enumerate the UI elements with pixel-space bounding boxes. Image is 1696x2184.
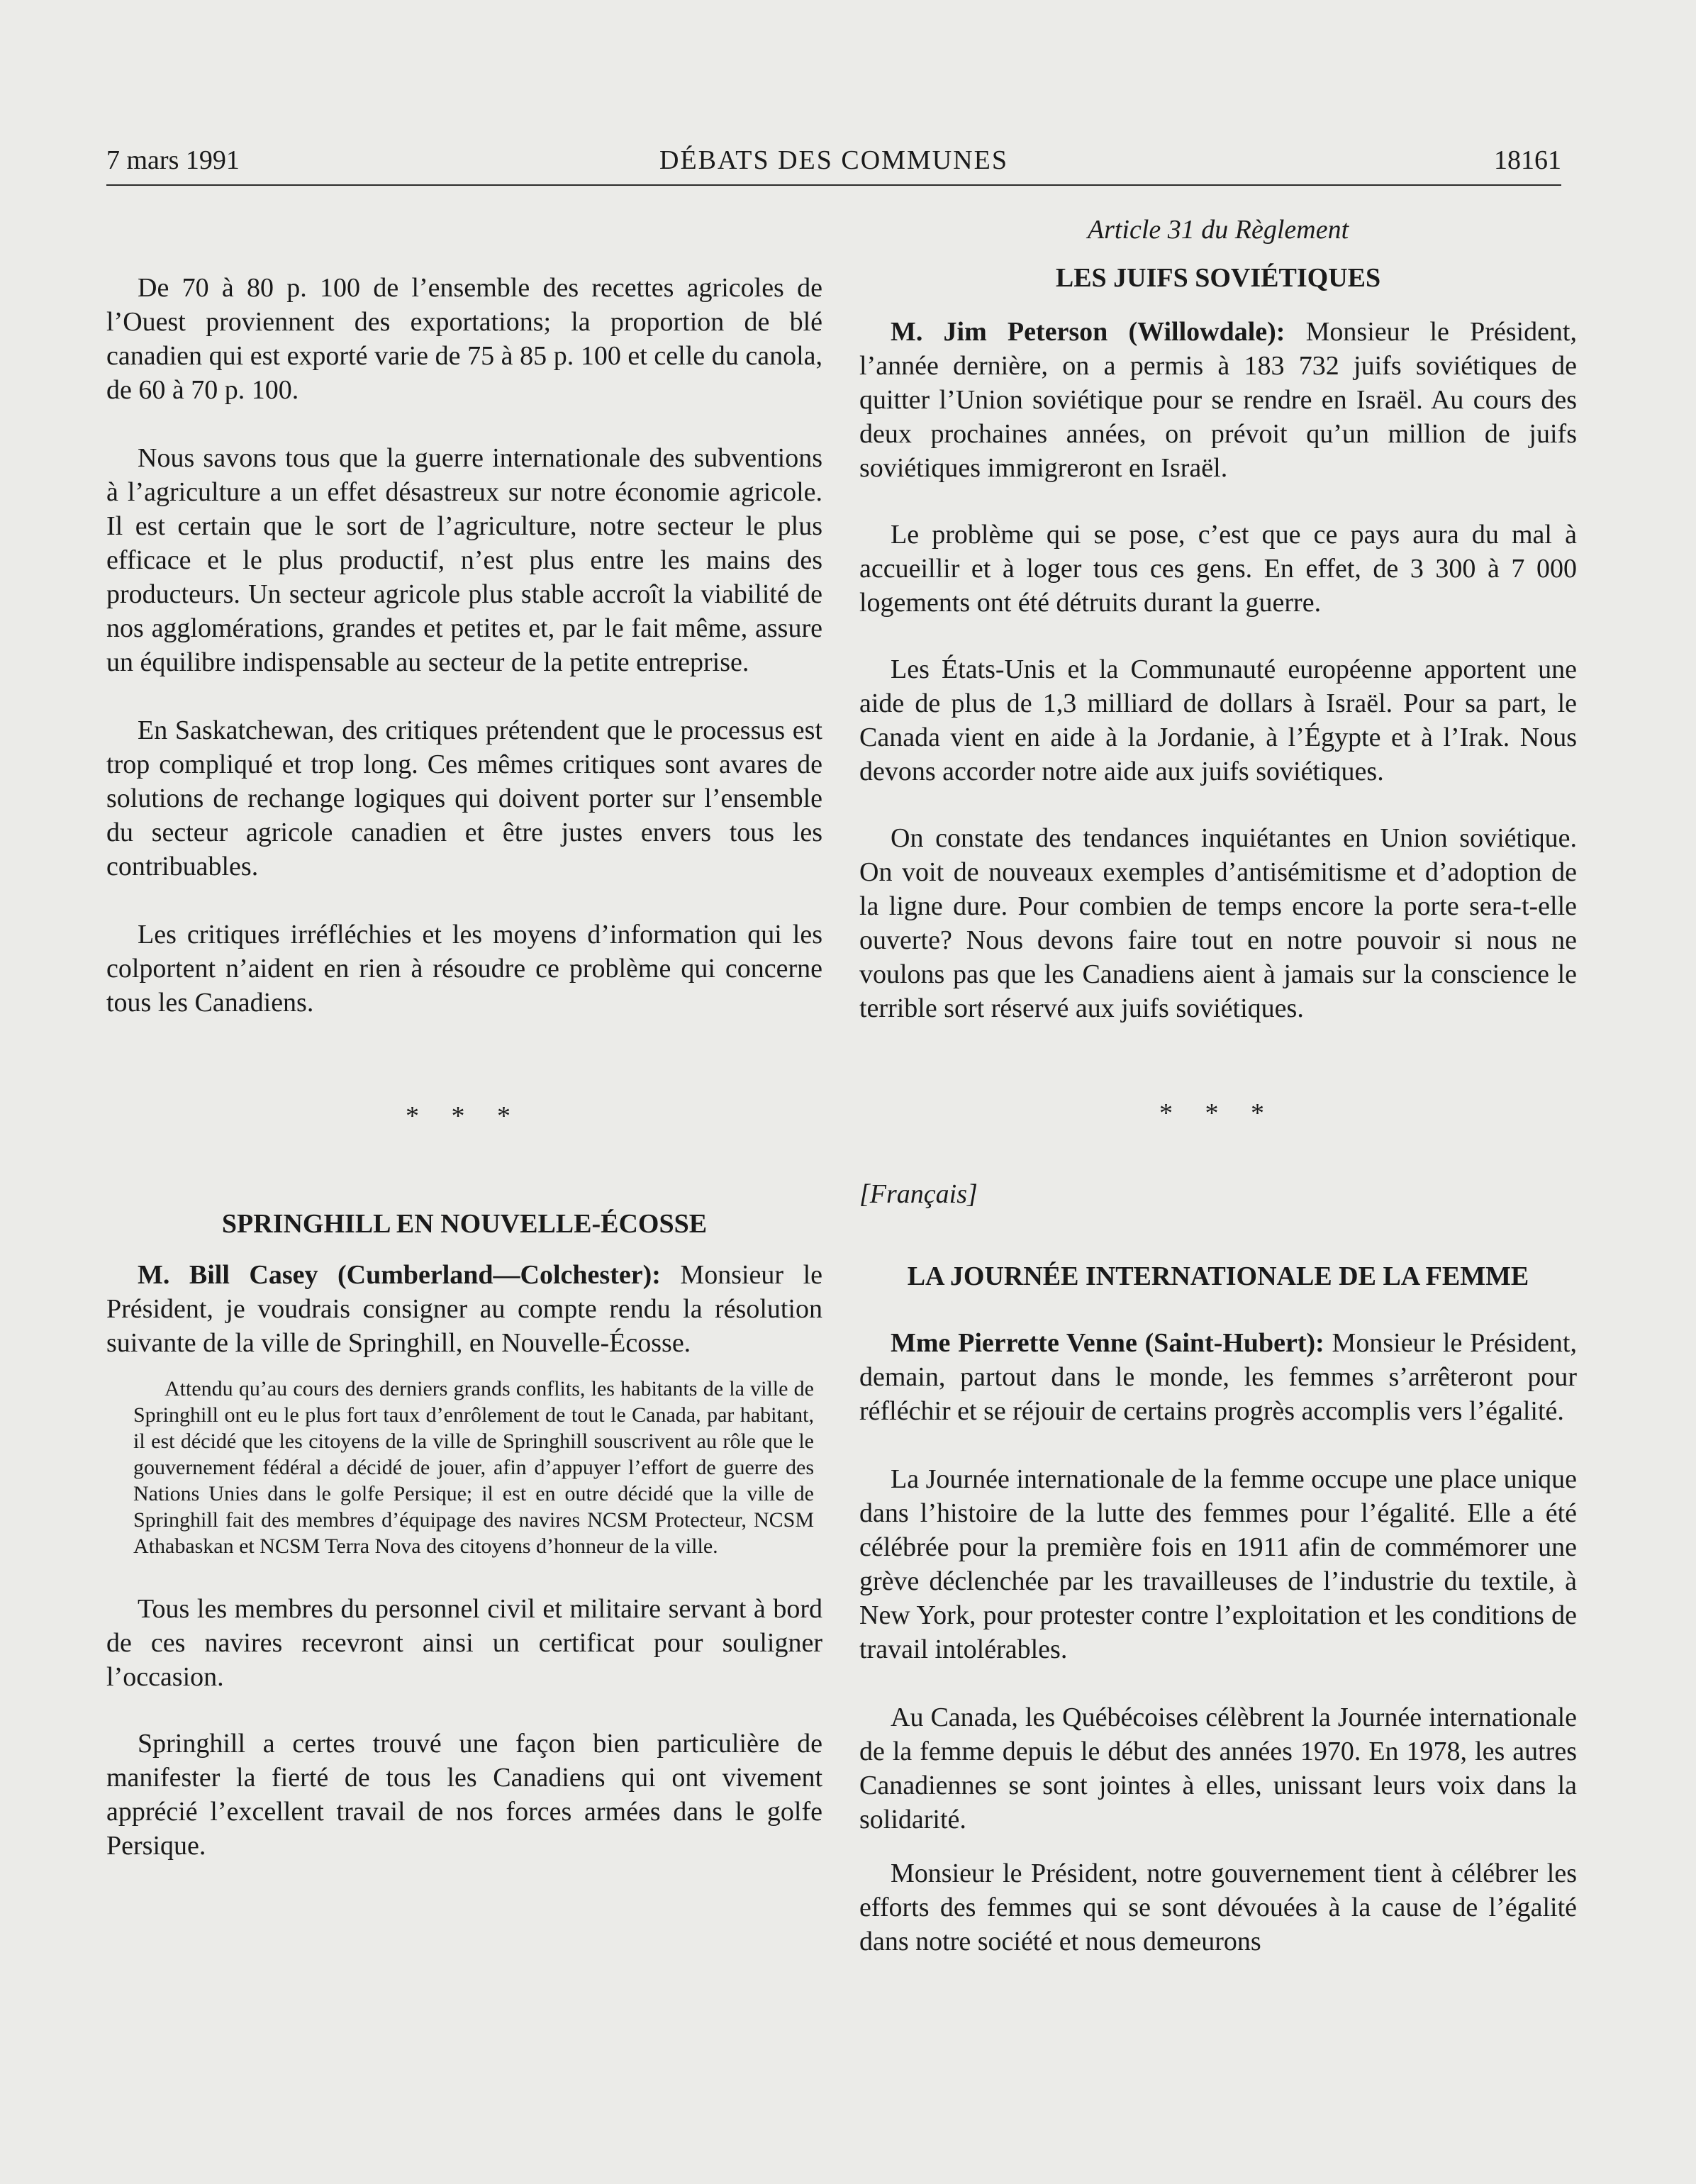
paragraph: Springhill a certes trouvé une façon bien particulière de manifester la fierté de tous les Canadiens qui ont vivement apprécié l’excellent travail de nos forces armées dans le golfe Persique. <box>106 1729 822 1861</box>
speech-paragraph <box>106 1258 822 1360</box>
right-column <box>859 213 1577 1959</box>
language-marker: [Français] <box>859 1179 978 1209</box>
header-title: DÉBATS DES COMMUNES <box>659 145 1008 175</box>
section-separator: * * * <box>406 1101 523 1131</box>
paragraph: La Journée internationale de la femme occupe une place unique dans l’histoire de la lutte des femmes pour l’égalité. Elle a été célébrée pour la première fois en 1911 afin de commémorer une grève déclenchée par les travailleuses de l’industrie du textile, à New York, pour protester contre l’exploitation et les conditions de travail intolérables. <box>859 1464 1577 1664</box>
header-date: 7 mars 1991 <box>106 145 240 175</box>
quoted-resolution: Attendu qu’au cours des derniers grands conflits, les habitants de la ville de Springhill ont eu le plus fort taux d’enrôlement de tout le Canada, par habitant, il est décidé que les citoyens de la ville de Springhill souscrivent au rôle que le gouvernement fédéral a décidé de jouer, afin d’appuyer l’effort de guerre des Nations Unies dans le golfe Persique; il est en outre décidé que la ville de Springhill fait des membres d’équipage des navires NCSM Protecteur, NCSM Athabaskan et NCSM Terra Nova des citoyens d’honneur de la ville. <box>133 1377 814 1558</box>
paragraph: Au Canada, les Québécoises célèbrent la Journée internationale de la femme depuis le début des années 1970. En 1978, les autres Canadiennes se sont jointes à elles, unissant leurs voix dans la solidarité. <box>859 1703 1577 1834</box>
left-column <box>106 213 822 1863</box>
paragraph: Tous les membres du personnel civil et militaire servant à bord de ces navires recevront ainsi un certificat pour souligner l’occasion. <box>106 1594 822 1692</box>
paragraph: Monsieur le Président, notre gouvernement tient à célébrer les efforts des femmes qui se sont dévouées à la cause de l’égalité dans notre société et nous demeurons <box>859 1859 1577 1956</box>
paragraph: Nous savons tous que la guerre internationale des subventions à l’agriculture a un effet désastreux sur notre économie agricole. Il est certain que le sort de l’agriculture, notre secteur le plus efficace et le plus productif, n’est plus entre les mains des producteurs. Un secteur agricole plus stable accroît la viabilité de nos agglomérations, grandes et petites et, par le fait même, assure un équilibre indispensable au secteur de la petite entreprise. <box>106 443 822 677</box>
speaker-name: Mme Pierrette Venne (Saint-Hubert): <box>891 1328 1324 1358</box>
paragraph: Le problème qui se pose, c’est que ce pays aura du mal à accueillir et à loger tous ces gens. En effet, de 3 300 à 7 000 logements ont été détruits durant la guerre. <box>859 520 1577 618</box>
page-header <box>106 142 1561 186</box>
paragraph: On constate des tendances inquiétantes en Union soviétique. On voit de nouveaux exemples d’antisémitisme et d’adoption de la ligne dure. Pour combien de temps encore la porte sera-t-elle ouverte? Nous devons faire tout en notre pouvoir si nous ne voulons pas que les Canadiens aient à jamais sur la conscience le terrible sort réservé aux juifs soviétiques. <box>859 823 1577 1023</box>
section-separator: * * * <box>1159 1098 1277 1128</box>
speech-paragraph <box>859 1326 1577 1428</box>
speech-text: Monsieur le Président, l’année dernière, on a permis à 183 732 juifs soviétiques de quitter l’Union soviétique pour se rendre en Israël. Au cours des deux prochaines années, on prévoit qu’un million de juifs soviétiques immigreront en Israël. <box>859 317 1577 483</box>
speech-text: Monsieur le Président, je voudrais consigner au compte rendu la résolution suivante de la ville de Springhill, en Nouvelle-Écosse. <box>106 1260 822 1358</box>
speech-text: Monsieur le Président, demain, partout dans le monde, les femmes s’arrêteront pour réfléchir et se réjouir de certains progrès accomplis vers l’égalité. <box>859 1328 1577 1426</box>
section-heading: LA JOURNÉE INTERNATIONALE DE LA FEMME <box>907 1261 1529 1291</box>
paragraph: Les États-Unis et la Communauté européenne apportent une aide de plus de 1,3 milliard de dollars à Israël. Pour sa part, le Canada vient en aide à la Jordanie, à l’Égypte et à l’Irak. Nous devons accorder notre aide aux juifs soviétiques. <box>859 654 1577 786</box>
page-number: 18161 <box>1494 145 1561 175</box>
speech-paragraph <box>859 315 1577 485</box>
section-heading: LES JUIFS SOVIÉTIQUES <box>1055 263 1381 293</box>
rule-reference: Article 31 du Règlement <box>1087 215 1349 245</box>
paragraph: En Saskatchewan, des critiques prétendent que le processus est trop compliqué et trop long. Ces mêmes critiques sont avares de solutions de rechange logiques qui doivent porter sur l’ensemble du secteur agricole canadien et être justes envers tous les contribuables. <box>106 715 822 881</box>
speaker-name: M. Bill Casey (Cumberland—Colchester): <box>138 1260 661 1290</box>
paragraph: De 70 à 80 p. 100 de l’ensemble des recettes agricoles de l’Ouest proviennent des exportations; la proportion de blé canadien qui est exporté varie de 75 à 85 p. 100 et celle du canola, de 60 à 70 p. 100. <box>106 273 822 405</box>
paragraph: Les critiques irréfléchies et les moyens d’information qui les colportent n’aident en rien à résoudre ce problème qui concerne tous les Canadiens. <box>106 920 822 1018</box>
speaker-name: M. Jim Peterson (Willowdale): <box>891 317 1285 347</box>
section-heading: SPRINGHILL EN NOUVELLE-ÉCOSSE <box>221 1209 708 1239</box>
